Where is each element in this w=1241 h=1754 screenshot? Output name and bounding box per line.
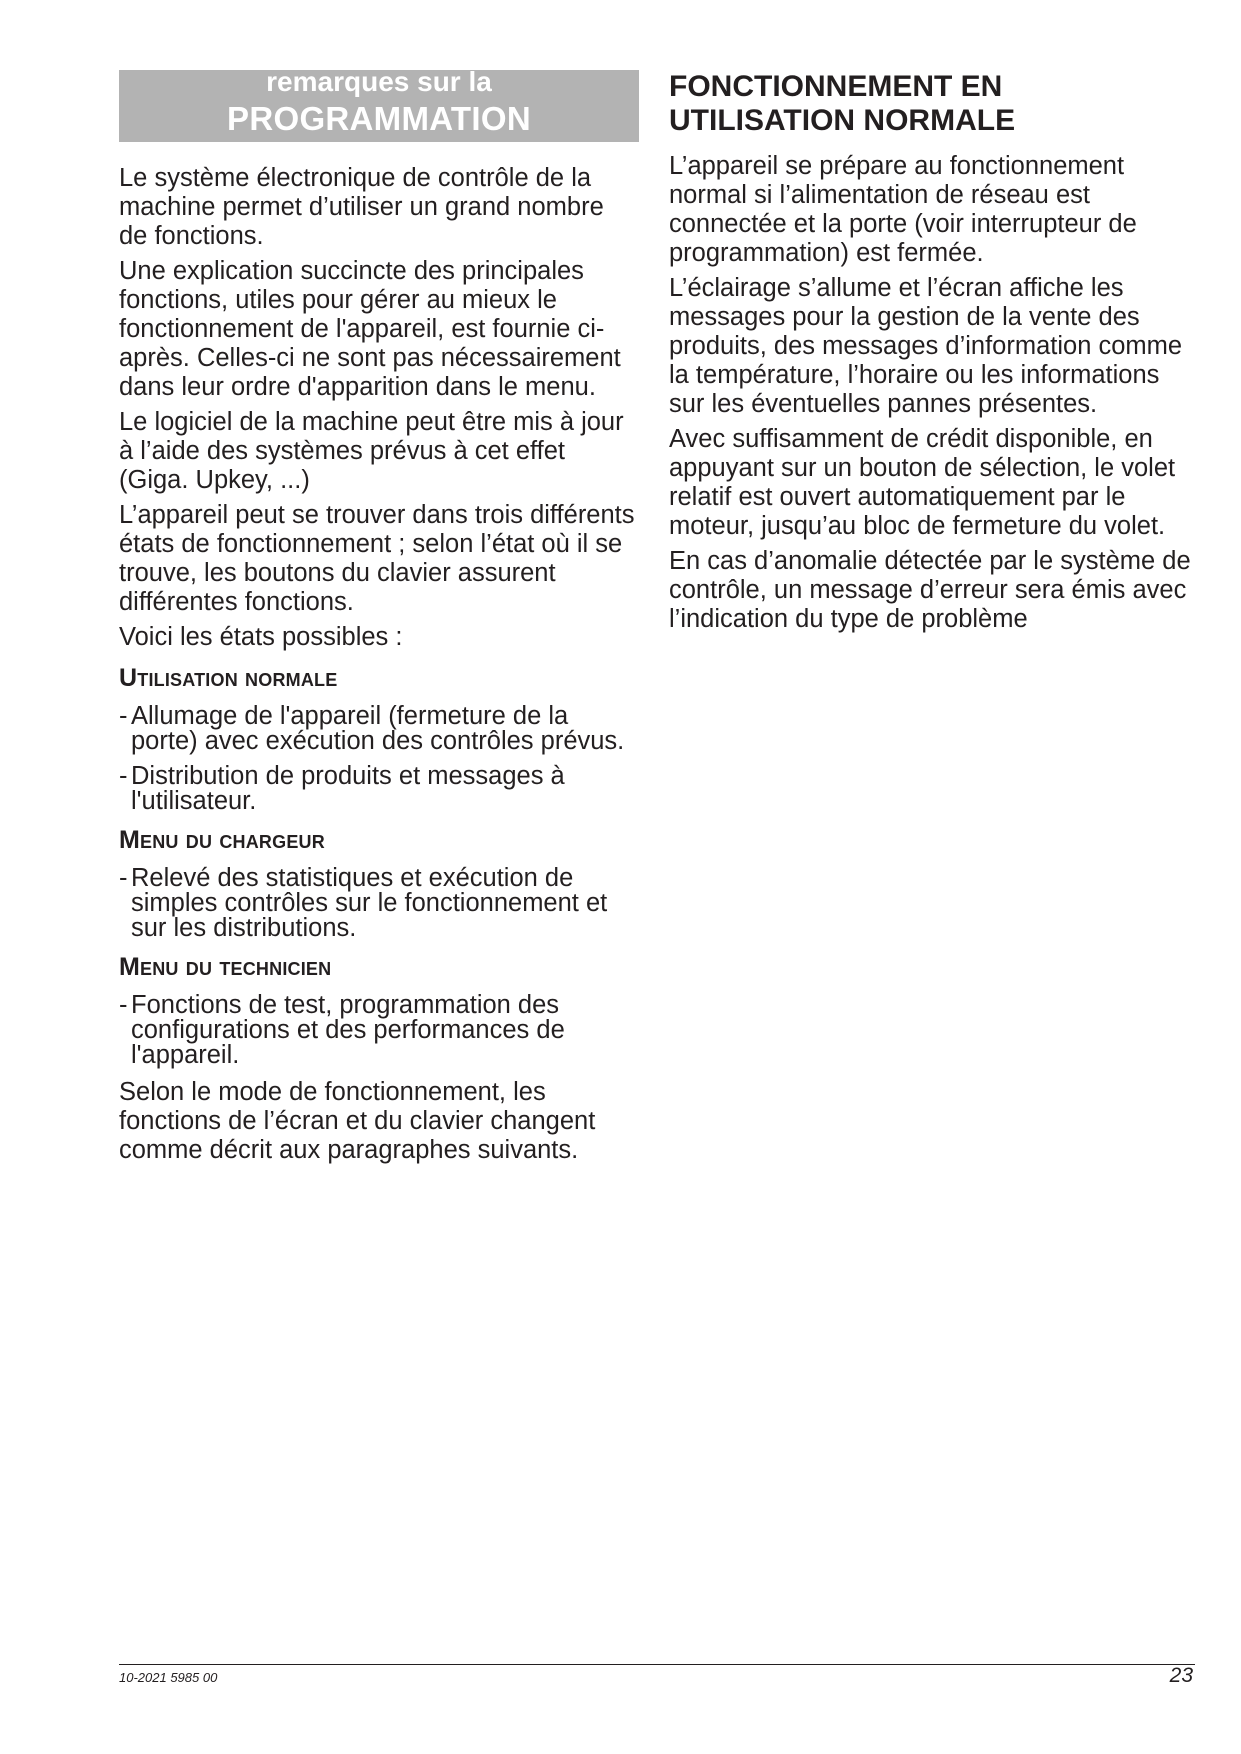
paragraph: Le système électronique de contrôle de la machine permet d’utiliser un grand nombre de fonctions. [119,164,604,250]
page-number: 23 [1169,1664,1193,1687]
paragraph: Avec suffisamment de crédit disponible, en appuyant sur un bouton de sélection, le volet relatif est ouvert automatiquement par le moteur, jusqu’au bloc de fermeture du volet. [669,425,1176,540]
paragraph: Le logiciel de la machine peut être mis à jour à l’aide des systèmes prévus à cet effet (Giga. Upkey, ...) [119,408,624,494]
list-item: - Relevé des statistiques et exécution de simples contrôles sur le fonctionnement et sur les distributions. [119,866,639,941]
document-code: 10-2021 5985 00 [119,1670,218,1685]
section-title [669,70,1195,138]
paragraph: Voici les états possibles : [119,623,403,651]
closing-paragraph: Selon le mode de fonctionnement, les fonctions de l’écran et du clavier changent comme décrit aux paragraphes suivants. [119,1078,596,1164]
right-column [669,70,1195,640]
list-item: - Distribution de produits et messages à l'utilisateur. [119,764,639,814]
list-item: - Allumage de l'appareil (fermeture de la porte) avec exécution des contrôles prévus. [119,704,639,754]
subheading-menu-technicien: Menu du technicien [119,953,332,981]
title-line-2: UTILISATION NORMALE [669,104,1016,137]
paragraph: En cas d’anomalie détectée par le système de contrôle, un message d’erreur sera émis avec l’indication du type de problème [669,547,1191,633]
subheading-utilisation-normale: Utilisation normale [119,664,338,692]
section-banner [119,70,639,142]
footer-divider [119,1664,1195,1665]
paragraph: L’appareil se prépare au fonctionnement normal si l’alimentation de réseau est connectée et la porte (voir interrupteur de programmation) est fermée. [669,152,1137,267]
list-menu-chargeur [119,866,639,941]
paragraph: Une explication succincte des principales fonctions, utiles pour gérer au mieux le fonctionnement de l'appareil, est fournie ci-après. Celles-ci ne sont pas nécessairement dans leur ordre d'apparition dans le menu. [119,257,621,401]
paragraph: L’appareil peut se trouver dans trois différents états de fonctionnement ; selon l’état où il se trouve, les boutons du clavier assurent différentes fonctions. [119,501,635,616]
paragraph: L’éclairage s’allume et l’écran affiche les messages pour la gestion de la vente des produits, des messages d’information comme la température, l’horaire ou les informations sur les éventuelles pannes présentes. [669,274,1183,418]
subheading-menu-chargeur: Menu du chargeur [119,826,325,854]
banner-line-1: remarques sur la [266,70,492,97]
banner-line-2: PROGRAMMATION [227,100,531,137]
list-utilisation-normale [119,704,639,814]
list-item: - Fonctions de test, programmation des configurations et des performances de l'appareil. [119,993,639,1068]
left-column [119,70,639,1171]
title-line-1: FONCTIONNEMENT EN [669,70,1003,103]
list-menu-technicien [119,993,639,1068]
